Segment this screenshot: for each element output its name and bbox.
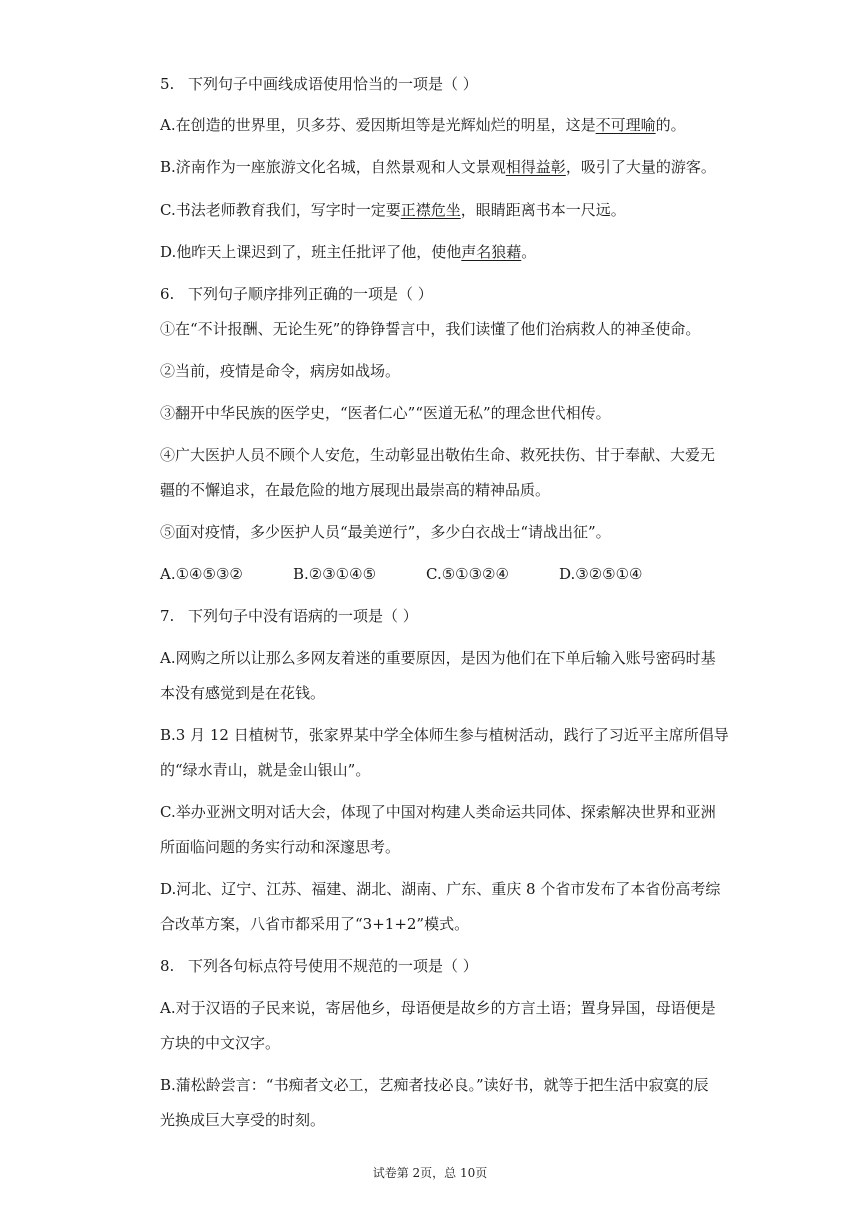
- q7-stem: [160, 606, 724, 626]
- q5-option-c-end: ，眼睛距离书本一尺远。: [460, 201, 626, 219]
- q6-stem-text: 下列句子顺序排列正确的一项是（ ）: [188, 285, 433, 303]
- q6-sentence-1: ①在“不计报酬、无论生死”的铮铮誓言中，我们读懂了他们治病救人的神圣使命。: [160, 320, 701, 338]
- q5-option-c-text: C.书法老师教育我们，写字时一定要: [160, 201, 401, 219]
- q6-stem: [160, 284, 724, 304]
- q6-number: 6.: [160, 285, 175, 303]
- q8-number: 8.: [160, 957, 175, 975]
- q8-stem: [160, 956, 724, 976]
- q7-option-d-line2: 合改革方案，八省市都采用了“3+1+2”模式。: [160, 915, 470, 933]
- q6-options: [160, 564, 724, 584]
- q5-option-b-text: B.济南作为一座旅游文化名城，自然景观和人文景观: [160, 158, 506, 176]
- q6-sentence-3: ③翻开中华民族的医学史，“医者仁心”“医道无私”的理念世代相传。: [160, 404, 611, 422]
- q8-option-b-line1: B.蒲松龄尝言：“书痴者文必工，艺痴者技必良。”读好书，就等于把生活中寂寞的辰: [160, 1076, 709, 1094]
- q6-sentence-4-line1: ④广大医护人员不顾个人安危，生动彰显出敬佑生命、救死扶伤、甘于奉献、大爱无: [160, 446, 716, 464]
- q6-option-c: C.⑤①③②④: [426, 565, 509, 583]
- q8-option-a-line1: A.对于汉语的子民来说，寄居他乡，母语便是故乡的方言土语；置身异国，母语便是: [160, 999, 716, 1017]
- q5-option-b-idiom: 相得益彰: [505, 158, 566, 176]
- q7-option-c-line1: C.举办亚洲文明对话大会，体现了中国对构建人类命运共同体、探索解决世界和亚洲: [160, 803, 716, 821]
- q5-option-b-end: ，吸引了大量的游客。: [565, 158, 716, 176]
- q8-option-b-line2: 光换成巨大享受的时刻。: [160, 1111, 326, 1129]
- q5-number: 5.: [160, 75, 175, 93]
- q6-option-a: A.①④⑤③②: [160, 565, 243, 583]
- q5-stem: [160, 74, 724, 94]
- q7-option-c-line2: 所面临问题的务实行动和深邃思考。: [160, 838, 401, 856]
- q5-option-d-text: D.他昨天上课迟到了，班主任批评了他，使他: [160, 243, 462, 261]
- q5-option-c: [160, 200, 724, 220]
- q5-option-a-text: A.在创造的世界里，贝多芬、爱因斯坦等是光辉灿烂的明星，这是: [160, 116, 596, 134]
- q5-option-c-idiom: 正襟危坐: [400, 201, 461, 219]
- q5-stem-text: 下列句子中画线成语使用恰当的一项是（ ）: [188, 75, 478, 93]
- q6-sentence-2: ②当前，疫情是命令，病房如战场。: [160, 362, 401, 380]
- q6-sentence-4-line2: 疆的不懈追求，在最危险的地方展现出最崇高的精神品质。: [160, 481, 551, 499]
- q6-option-d: D.③②⑤①④: [559, 565, 643, 583]
- q8-option-a-line2: 方块的中文汉字。: [160, 1034, 281, 1052]
- q5-option-a-end: 的。: [655, 116, 686, 134]
- q7-option-b-line1: B.3 月 12 日植树节，张家界某中学全体师生参与植树活动，践行了习近平主席所倡导: [160, 726, 729, 744]
- q5-option-d-end: 。: [521, 243, 537, 261]
- q8-stem-text: 下列各句标点符号使用不规范的一项是（ ）: [188, 957, 478, 975]
- q7-stem-text: 下列句子中没有语病的一项是（ ）: [188, 607, 418, 625]
- q5-option-b: [160, 157, 724, 177]
- q7-option-a-line1: A.网购之所以让那么多网友着迷的重要原因，是因为他们在下单后输入账号密码时基: [160, 649, 716, 667]
- q5-option-d-idiom: 声名狼藉: [461, 243, 522, 261]
- q5-option-a-idiom: 不可理喻: [595, 116, 656, 134]
- q6-sentence-5: ⑤面对疫情，多少医护人员“最美逆行”，多少白衣战士“请战出征”。: [160, 523, 611, 541]
- q7-number: 7.: [160, 607, 175, 625]
- q7-option-d-line1: D.河北、辽宁、江苏、福建、湖北、湖南、广东、重庆 8 个省市发布了本省份高考综: [160, 880, 721, 898]
- q5-option-d: [160, 242, 724, 262]
- page-footer: 试卷第 2页，总 10页: [372, 1166, 488, 1180]
- q7-option-b-line2: 的“绿水青山，就是金山银山”。: [160, 761, 371, 779]
- q7-option-a-line2: 本没有感觉到是在花钱。: [160, 684, 326, 702]
- q5-option-a: [160, 115, 724, 135]
- q6-option-b: B.②③①④⑤: [293, 565, 377, 583]
